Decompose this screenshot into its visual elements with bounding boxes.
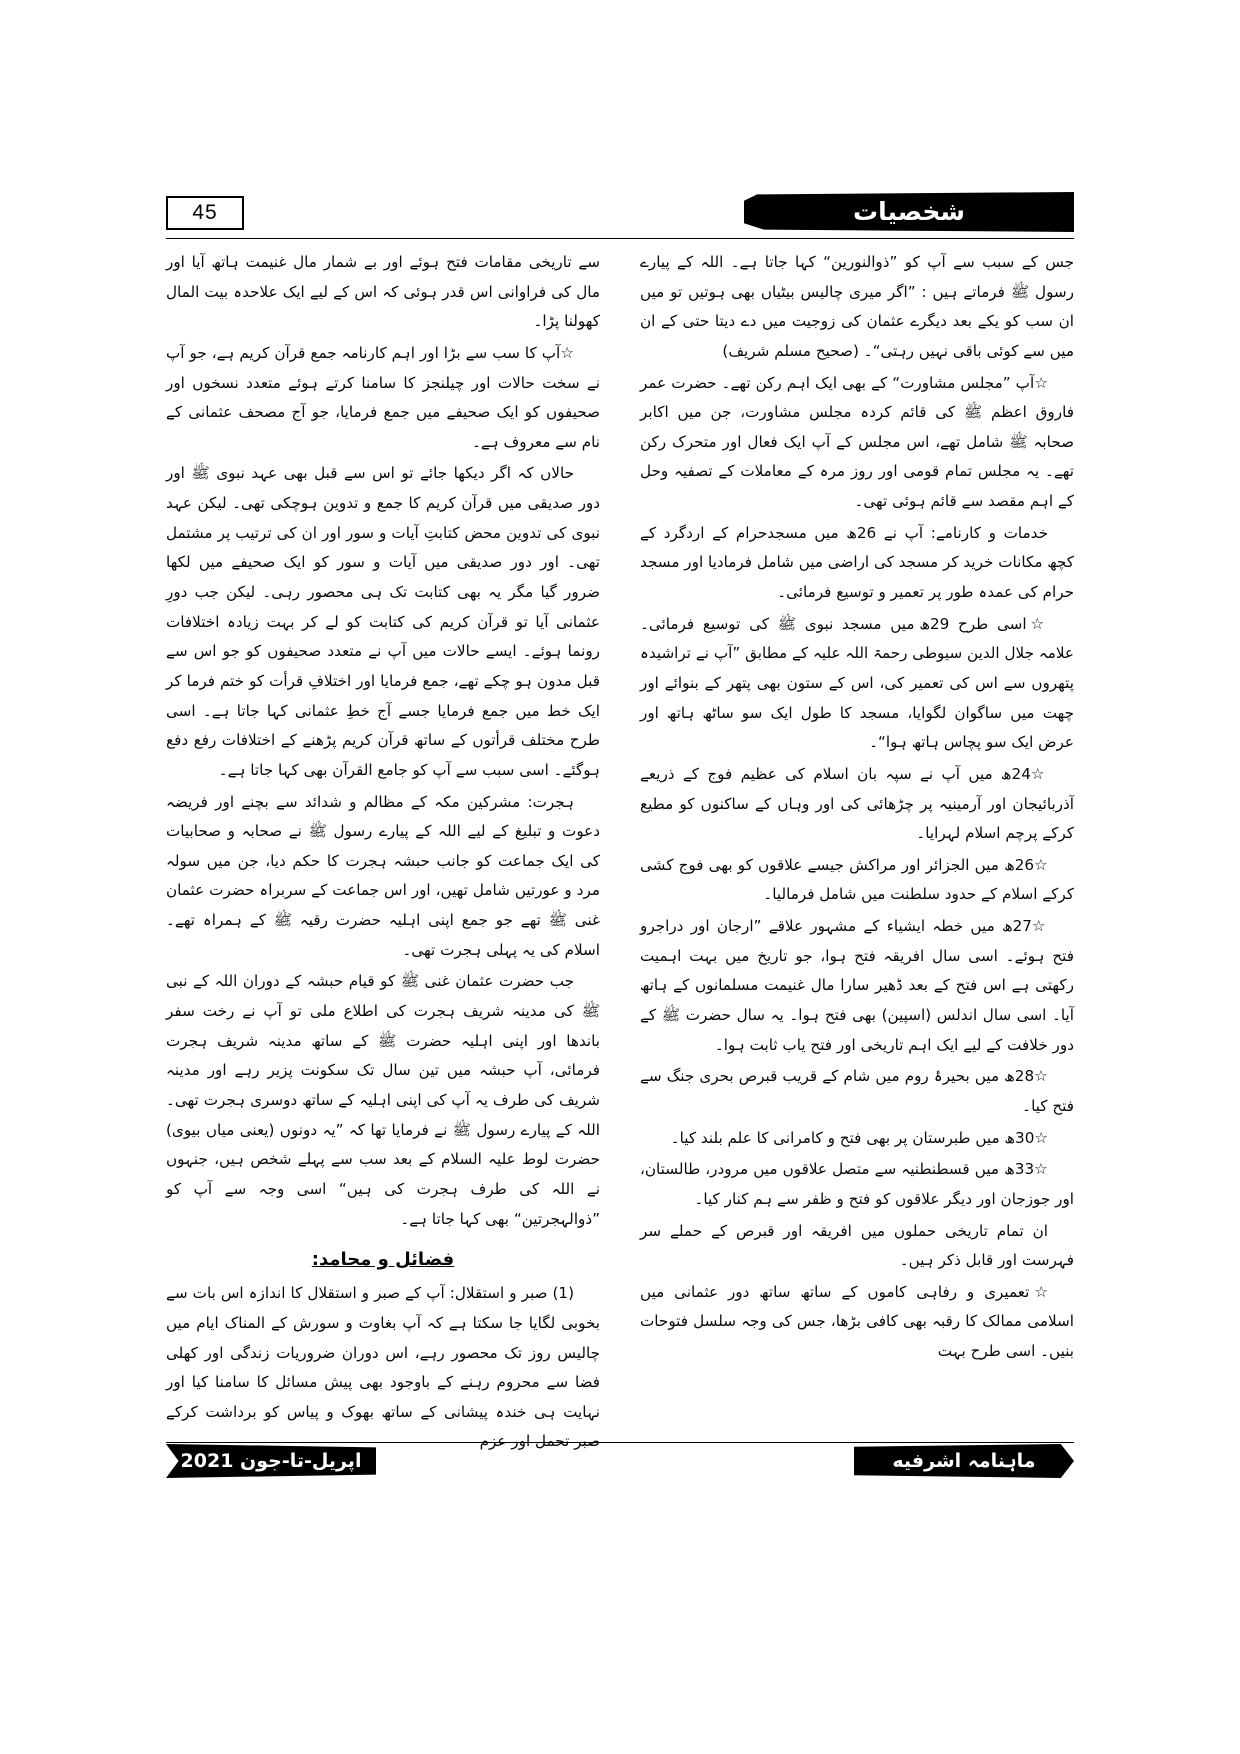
- paragraph: ☆26ھ میں الجزائر اور مراکش جیسے علاقوں کو بھی فوج کشی کرکے اسلام کے حدود سلطنت میں شامل فرمالیا۔: [640, 855, 1074, 904]
- paragraph: ☆28ھ میں بحیرۂ روم میں شام کے قریب قبرص بحری جنگ سے فتح کیا۔: [640, 1067, 1074, 1115]
- article-body: [166, 248, 1074, 1458]
- magazine-name: ماہنامہ اشرفیه: [892, 1450, 1036, 1472]
- section-title: شخصیات: [853, 197, 965, 226]
- magazine-name-ribbon: [854, 1444, 1074, 1478]
- page-number-box: [166, 196, 244, 230]
- paragraph: ان تمام تاریخی حملوں میں افریقہ اور قبرص کے حملے سر فہرست اور قابل ذکر ہیں۔: [640, 1221, 1074, 1270]
- column-right: [620, 248, 1074, 1458]
- paragraph: ☆30ھ میں طبرستان پر بھی فتح و کامرانی کا علم بلند کیا۔: [670, 1128, 1048, 1147]
- paragraph: ☆33ھ میں قسطنطنیہ سے متصل علاقوں میں مرودر، طالستان، اور جوزجان اور دیگر علاقوں کو فتح و ظفر سے ہم کنار کیا۔: [640, 1160, 1074, 1208]
- paragraph: ☆اسی طرح 29ھ میں مسجد نبوی ﷺ کی توسیع فرمائی۔ علامہ جلال الدین سیوطی رحمۃ اللہ علیہ کے مطابق ”آپ نے تراشیدہ پتھروں سے اس کی تعمیر کی، اس کے ستون بھی پتھر کے بنوائے اور چھت میں ساگوان لگوایا، مسجد کا طول ایک سو ساٹھ ہاتھ اور عرض ایک سو پچاس ہاتھ ہوا“۔: [640, 614, 1074, 752]
- paragraph: ☆تعمیری و رفاہی کاموں کے ساتھ ساتھ دور عثمانی میں اسلامی ممالک کا رقبہ بھی کافی بڑھا، جس کی وجہ سلسل فتوحات بنیں۔ اسی طرح بہت: [640, 1282, 1074, 1361]
- paragraph: ہجرت: مشرکین مکہ کے مظالم و شدائد سے بچنے اور فریضہ دعوت و تبلیغ کے لیے اللہ کے پیارے رسول ﷺ نے صحابہ و صحابیات کی ایک جماعت کو جانب حبشہ ہجرت کا حکم دیا، جن میں سولہ مرد و عورتیں شامل تھیں، اور اس جماعت کے سربراہ حضرت عثمان غنی ﷺ تھے جو جمع اپنی اہلیہ حضرت رقیہ ﷺ کے ہمراہ تھے۔ اسلام کی یہ پہلی ہجرت تھی۔: [166, 792, 600, 959]
- paragraph: ☆آپ کا سب سے بڑا اور اہم کارنامہ جمع قرآن کریم ہے، جو آپ نے سخت حالات اور چیلنجز کا سامنا کرتے ہوئے متعدد نسخوں اور صحیفوں کو ایک صحیفے میں جمع فرمایا، جو آج مصحف عثمانی کے نام سے معروف ہے۔: [166, 343, 600, 451]
- paragraph: ☆آپ ”مجلس مشاورت“ کے بھی ایک اہم رکن تھے۔ حضرت عمر فاروق اعظم ﷺ کی قائم کردہ مجلس مشاورت، جن میں اکابر صحابہ ﷺ شامل تھے، اس مجلس کے آپ ایک فعال اور متحرک رکن تھے۔ یہ مجلس تمام قومی اور روز مرہ کے معاملات کے تصفیہ وحل کے اہم مقصد سے قائم ہوئی تھی۔: [640, 373, 1074, 511]
- paragraph: (1) صبر و استقلال: آپ کے صبر و استقلال کا اندازہ اس بات سے بخوبی لگایا جا سکتا ہے کہ آپ بغاوت و سورش کے المناک ایام میں چالیس روز تک محصور رہے، اس دوران ضروریات زندگی اور کھلی فضا سے محروم رہنے کے باوجود بھی پیش مسائل کا سامنا کیا اور نہایت ہی خندہ پیشانی کے ساتھ بھوک و پیاس کو برداشت کرکے صبر تحمل اور عزم: [166, 1284, 600, 1451]
- page-header: [166, 196, 1074, 240]
- paragraph: ☆24ھ میں آپ نے سپہ بان اسلام کی عظیم فوج کے ذریعے آذربائیجان اور آرمینیہ پر چڑھائی کی اور وہاں کے ساکنوں کو مطیع کرکے پرچم اسلام لہرایا۔: [640, 764, 1074, 843]
- paragraph: خدمات و کارنامے: آپ نے 26ھ میں مسجدحرام کے اردگرد کے کچھ مکانات خرید کر مسجد کی اراضی میں شامل فرمادیا اور مسجد حرام کی عمدہ طور پر تعمیر و توسیع فرمائی۔: [640, 523, 1074, 602]
- page-footer: [166, 1442, 1074, 1482]
- issue-date: اپریل-تا-جون 2021: [180, 1450, 362, 1472]
- paragraph: جس کے سبب سے آپ کو ”ذوالنورین“ کہا جاتا ہے۔ اللہ کے پیارے رسول ﷺ فرماتے ہیں : ”اگر میری چالیس بیٹیاں بھی ہوتیں تو میں ان سب کو یکے بعد دیگرے عثمان کی زوجیت میں دے دیتا حتی کے ان میں سے کوئی باقی نہیں رہتی“۔ (صحیح مسلم شریف): [640, 253, 1074, 360]
- paragraph: حالاں کہ اگر دیکھا جائے تو اس سے قبل بھی عہد نبوی ﷺ اور دور صدیقی میں قرآن کریم کا جمع و تدوین ہوچکی تھی۔ لیکن عہد نبوی کی تدوین محض کتابتِ آیات و سور اور ان کی ترتیب پر مشتمل تھی۔ اور دور صدیقی میں آیات و سور کو ایک صحیفے میں لکھا ضرور گیا مگر یہ بھی کتابت تک ہی محصور رہی۔ لیکن جب دورِ عثمانی آیا تو قرآن کریم کی کتابت کو لے کر بہت زیادہ اختلافات رونما ہوئے۔ ایسے حالات میں آپ نے متعدد صحیفوں کو جو اس سے قبل مدون ہو چکے تھے، جمع فرمایا اور اختلافِ قرأت کو ختم فرما کر ایک خط میں جمع فرمایا جسے آج خطِ عثمانی کہا جاتا ہے۔ اسی طرح مختلف قرأتوں کے ساتھ قرآن کریم پڑھنے کے اختلافات رفع دفع ہوگئے۔ اسی سبب سے آپ کو جامع القرآن بھی کہا جاتا ہے۔: [166, 464, 600, 779]
- column-left: [166, 248, 620, 1458]
- section-heading: فضائل و محامد:: [311, 1249, 455, 1271]
- paragraph: جب حضرت عثمان غنی ﷺ کو قیام حبشہ کے دوران اللہ کے نبی ﷺ کی مدینہ شریف ہجرت کی اطلاع ملی تو آپ نے رخت سفر باندھا اور اپنی اہلیہ حضرت ﷺ کے ساتھ مدینہ شریف ہجرت فرمائی، آپ حبشہ میں تین سال تک سکونت پزیر رہے اور مدینہ شریف کی طرف یہ آپ کی اپنی اہلیہ کے ساتھ دوسری ہجرت تھی۔ اللہ کے پیارے رسول ﷺ نے فرمایا تھا کہ ”یہ دونوں (یعنی میاں بیوی) حضرت لوط علیہ السلام کے بعد سب سے پہلے شخص ہیں، جنہوں نے اللہ کی طرف ہجرت کی ہیں“ اسی وجہ سے آپ کو ”ذوالہجرتین“ بھی کہا جاتا ہے۔: [166, 972, 600, 1228]
- paragraph: ☆27ھ میں خطہ ایشیاء کے مشہور علاقے ”ارجان اور دراجرو فتح ہوئے۔ اسی سال افریقہ فتح ہوا، جو تاریخ میں بہت اہمیت رکھتی ہے اس فتح کے بعد ڈھیر سارا مال غنیمت مسلمانوں کے ہاتھ آیا۔ اسی سال اندلس (اسپین) بھی فتح ہوا۔ یہ سال حضرت ﷺ کے دور خلافت کے لیے ایک اہم تاریخی اور فتح یاب ثابت ہوا۔: [640, 917, 1074, 1054]
- issue-date-ribbon: [166, 1444, 376, 1478]
- page-number: 45: [192, 201, 218, 224]
- paragraph: سے تاریخی مقامات فتح ہوئے اور بے شمار مال غنیمت ہاتھ آیا اور مال کی فراوانی اس قدر ہوئی کہ اس کے لیے ایک علاحدہ بیت المال کھولنا پڑا۔: [166, 253, 600, 331]
- section-title-ribbon: [744, 192, 1074, 232]
- header-divider: [166, 238, 1074, 239]
- footer-divider: [166, 1442, 1074, 1443]
